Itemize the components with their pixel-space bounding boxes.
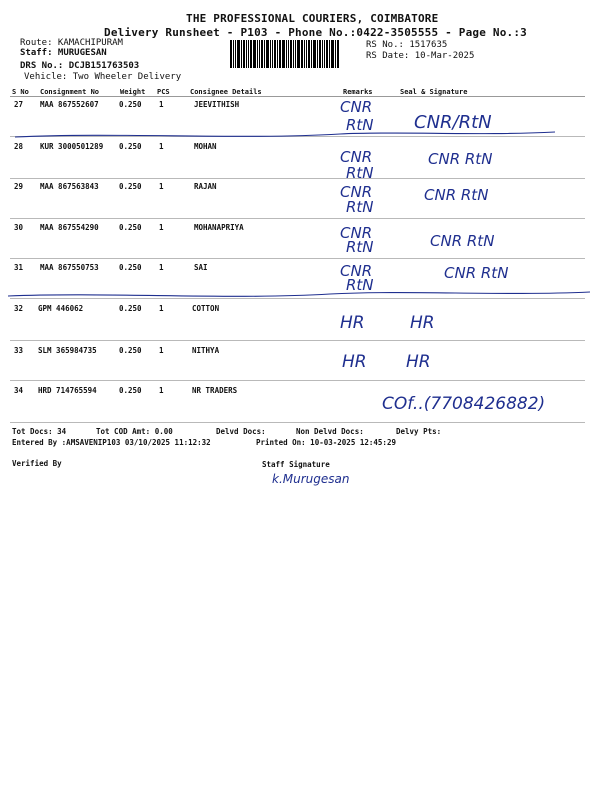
row-pcs: 1: [159, 346, 164, 355]
col-remarks: Remarks: [343, 88, 373, 96]
pen-stroke-upper: [15, 132, 555, 137]
row-weight: 0.250: [119, 142, 142, 151]
row-pcs: 1: [159, 223, 164, 232]
row-pcs: 1: [159, 142, 164, 151]
row-pcs: 1: [159, 100, 164, 109]
row-consignee: SAI: [194, 263, 208, 272]
row-pcs: 1: [159, 263, 164, 272]
row-consignment: MAA 867563843: [40, 182, 99, 191]
row-weight: 0.250: [119, 386, 142, 395]
row-seal-signature: CNR RtN: [444, 264, 509, 282]
row-consignment: SLM 365984735: [38, 346, 97, 355]
row-remarks-bottom: RtN: [346, 116, 374, 134]
route-label: Route: KAMACHIPURAM: [20, 38, 123, 48]
rs-date: RS Date: 10-Mar-2025: [366, 51, 475, 61]
row-sno: 33: [14, 346, 24, 355]
row-seal-signature: CNR RtN: [430, 232, 495, 250]
row-seal-signature: HR: [406, 352, 431, 372]
row-sno: 28: [14, 142, 24, 151]
row-weight: 0.250: [119, 182, 142, 191]
drs-number: DRS No.: DCJB151763503: [20, 61, 140, 71]
row-consignee: NITHYA: [192, 346, 220, 355]
row-remarks-top: CNR: [340, 224, 373, 242]
row-weight: 0.250: [119, 263, 142, 272]
row-weight: 0.250: [119, 100, 142, 109]
delivery-points: Delvy Pts:: [396, 427, 442, 436]
row-remarks-top: CNR: [340, 148, 373, 166]
row-consignment: HRD 714765594: [38, 386, 97, 395]
row-sno: 29: [14, 182, 24, 191]
row-consignee: NR TRADERS: [192, 386, 238, 395]
row-consignment: MAA 867552607: [40, 100, 99, 109]
non-delivered-docs: Non Delvd Docs:: [296, 427, 364, 436]
row-consignment: KUR 3000501289: [40, 142, 104, 151]
vehicle-label: Vehicle: Two Wheeler Delivery: [24, 72, 182, 82]
col-sno: S No: [12, 88, 29, 96]
row-sno: 34: [14, 386, 24, 395]
row-consignment: GPM 446062: [38, 304, 84, 313]
row-consignee: RAJAN: [194, 182, 217, 191]
row-weight: 0.250: [119, 304, 142, 313]
col-pcs: PCS: [157, 88, 170, 96]
row-seal-signature: HR: [410, 313, 435, 333]
row-consignment: MAA 867550753: [40, 263, 99, 272]
row-sno: 30: [14, 223, 24, 232]
staff-label: Staff: MURUGESAN: [20, 48, 107, 58]
total-docs: Tot Docs: 34: [12, 427, 67, 436]
row-remarks-bottom: RtN: [346, 164, 374, 182]
row-remarks-top: CNR: [340, 183, 373, 201]
row-sno: 27: [14, 100, 24, 109]
row-pcs: 1: [159, 304, 164, 313]
company-name: THE PROFESSIONAL COURIERS, COIMBATORE: [186, 12, 439, 25]
row-remarks-bottom: RtN: [346, 276, 374, 294]
verified-by-label: Verified By: [12, 459, 62, 468]
row-pcs: 1: [159, 386, 164, 395]
col-seal-signature: Seal & Signature: [400, 88, 468, 96]
pen-stroke-lower: [8, 292, 590, 296]
row-seal-signature: CNR/RtN: [414, 112, 492, 133]
row-consignee: JEEVITHISH: [194, 100, 240, 109]
total-cod-amount: Tot COD Amt: 0.00: [96, 427, 173, 436]
col-consignee: Consignee Details: [190, 88, 262, 96]
row-consignee: MOHAN: [194, 142, 217, 151]
printed-on: Printed On: 10-03-2025 12:45:29: [256, 438, 396, 447]
row-remarks-top: CNR: [340, 262, 373, 280]
rs-number: RS No.: 1517635: [366, 40, 448, 50]
row-sno: 32: [14, 304, 24, 313]
row-consignment: MAA 867554290: [40, 223, 99, 232]
entered-by: Entered By :AMSAVENIP103 03/10/2025 11:12:32: [12, 438, 211, 447]
row-remarks-top: HR: [342, 352, 367, 372]
staff-signature: k.Murugesan: [272, 472, 350, 486]
row-seal-signature: CNR RtN: [424, 186, 489, 204]
runsheet-title: Delivery Runsheet - P103 - Phone No.:0422-3505555 - Page No.:3: [104, 26, 527, 39]
staff-signature-label: Staff Signature: [262, 460, 330, 469]
row-consignee: MOHANAPRIYA: [194, 223, 244, 232]
row-remarks-bottom: RtN: [346, 238, 374, 256]
row-sno: 31: [14, 263, 24, 272]
row-pcs: 1: [159, 182, 164, 191]
row-remarks-top: CNR: [340, 98, 373, 116]
col-weight: Weight: [120, 88, 146, 96]
row-weight: 0.250: [119, 223, 142, 232]
row-seal-signature: COf..(7708426882): [382, 394, 546, 414]
col-consignment: Consignment No: [40, 88, 100, 96]
row-remarks-top: HR: [340, 313, 365, 333]
row-consignee: COTTON: [192, 304, 220, 313]
row-remarks-bottom: RtN: [346, 198, 374, 216]
delivered-docs: Delvd Docs:: [216, 427, 266, 436]
row-seal-signature: CNR RtN: [428, 150, 493, 168]
row-weight: 0.250: [119, 346, 142, 355]
